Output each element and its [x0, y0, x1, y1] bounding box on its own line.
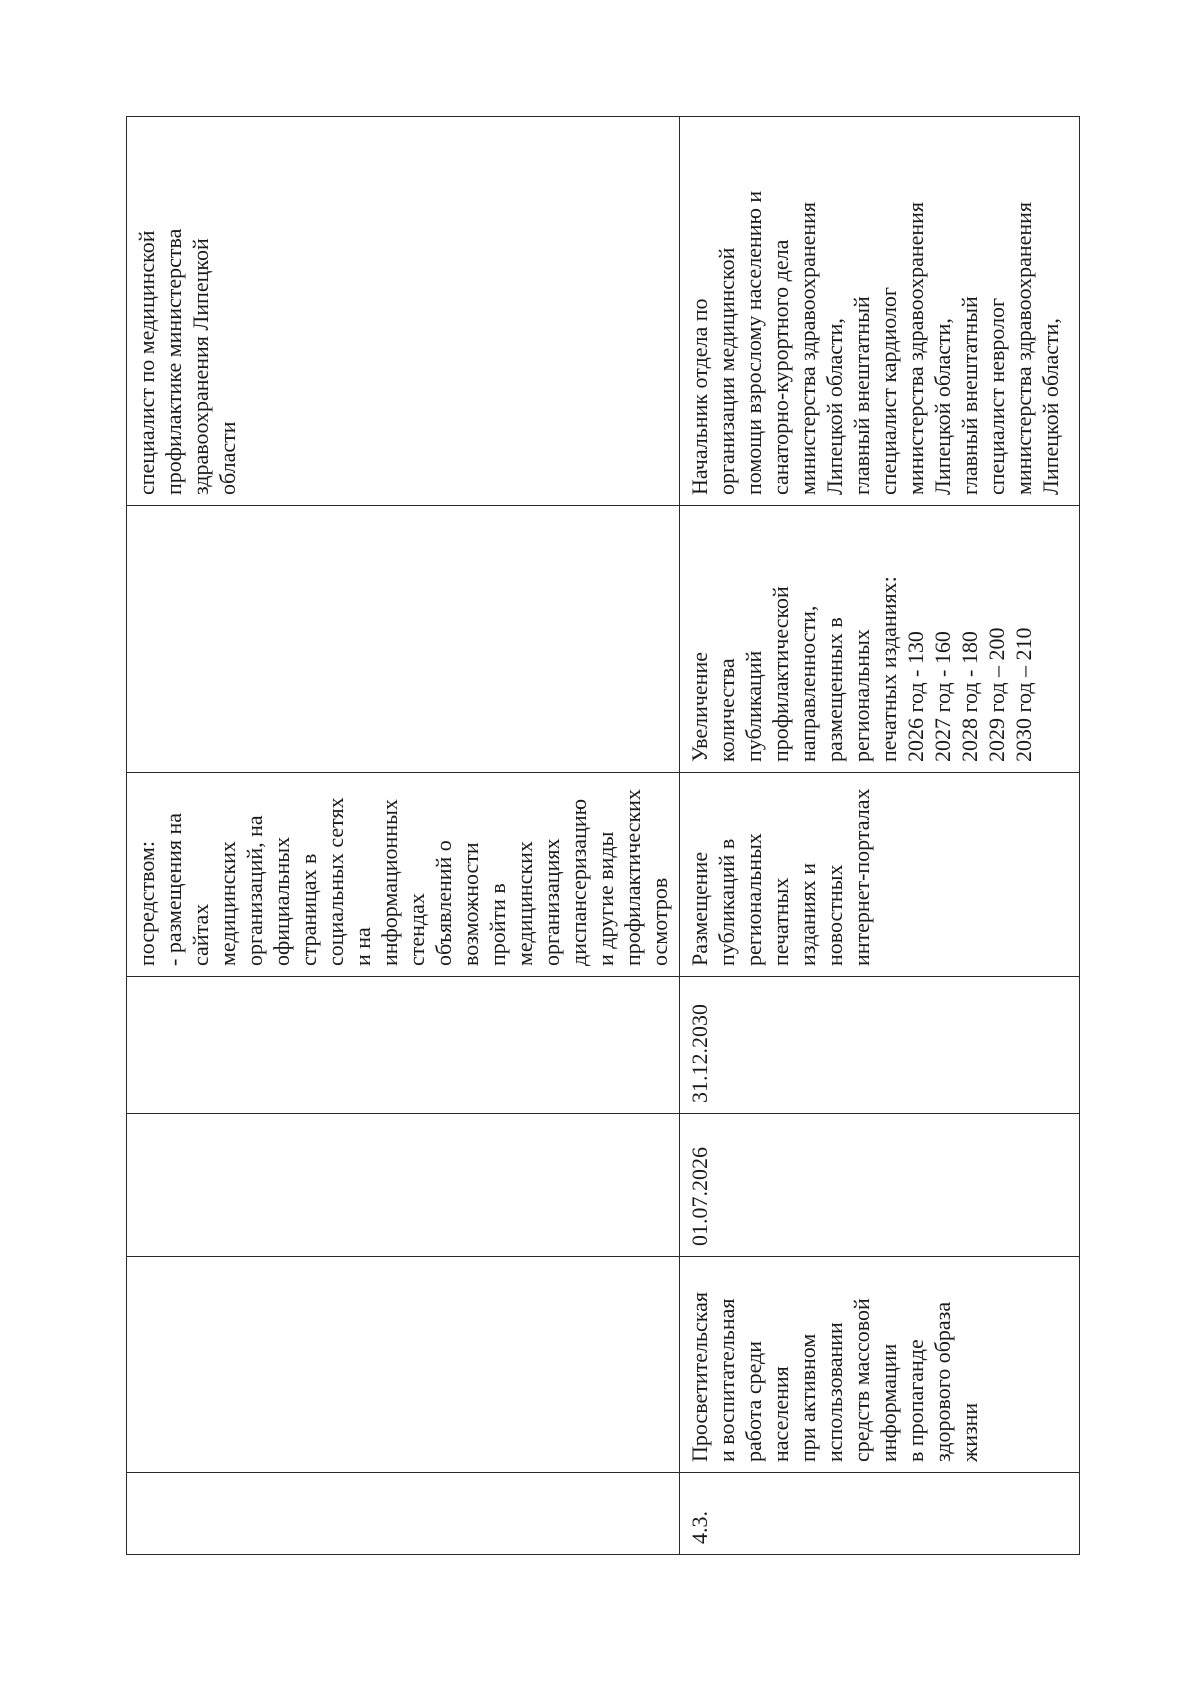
table-row: [127, 117, 680, 1555]
cell-event: Просветительская и воспитательная работа среди населения при активном использовании средств массовой информации в пропаганде здорового образа жизни: [680, 1257, 1080, 1473]
cell-start-date: [127, 1114, 680, 1257]
cell-result: [127, 506, 680, 773]
cell-end-date: 31.12.2030: [680, 977, 1080, 1114]
cell-description: Размещение публикаций в региональных печатных изданиях и новостных интернет-порталах: [680, 773, 1080, 977]
plan-table: [126, 116, 1080, 1555]
cell-result: Увеличение количества публикаций профилактической направленности, размещенных в региональных печатных изданиях: 2026 год - 130 2027 год - 160 2028 год - 180 2029 год – 200 2030 год – 210: [680, 506, 1080, 773]
cell-responsible: Начальник отдела по организации медицинской помощи взрослому населению и санаторно-курортного дела министерства здравоохранения Липецкой области, главный внештатный специалист кардиолог министерства здравоохранения Липецкой области, главный внештатный специалист невролог министерства здравоохранения Липецкой области,: [680, 117, 1080, 506]
rotated-page: [126, 117, 1079, 1555]
cell-number: 4.3.: [680, 1473, 1080, 1555]
cell-end-date: [127, 977, 680, 1114]
cell-event: [127, 1257, 680, 1473]
table-frame: [126, 117, 1079, 1555]
cell-responsible: специалист по медицинской профилактике министерства здравоохранения Липецкой области: [127, 117, 680, 506]
cell-number: [127, 1473, 680, 1555]
table-row: [680, 117, 1080, 1555]
cell-start-date: 01.07.2026: [680, 1114, 1080, 1257]
cell-description: посредством: - размещения на сайтах медицинских организаций, на официальных страницах в социальных сетях и на информационных стендах объявлений о возможности пройти в медицинских организациях диспансеризацию и другие виды профилактических осмотров: [127, 773, 680, 977]
